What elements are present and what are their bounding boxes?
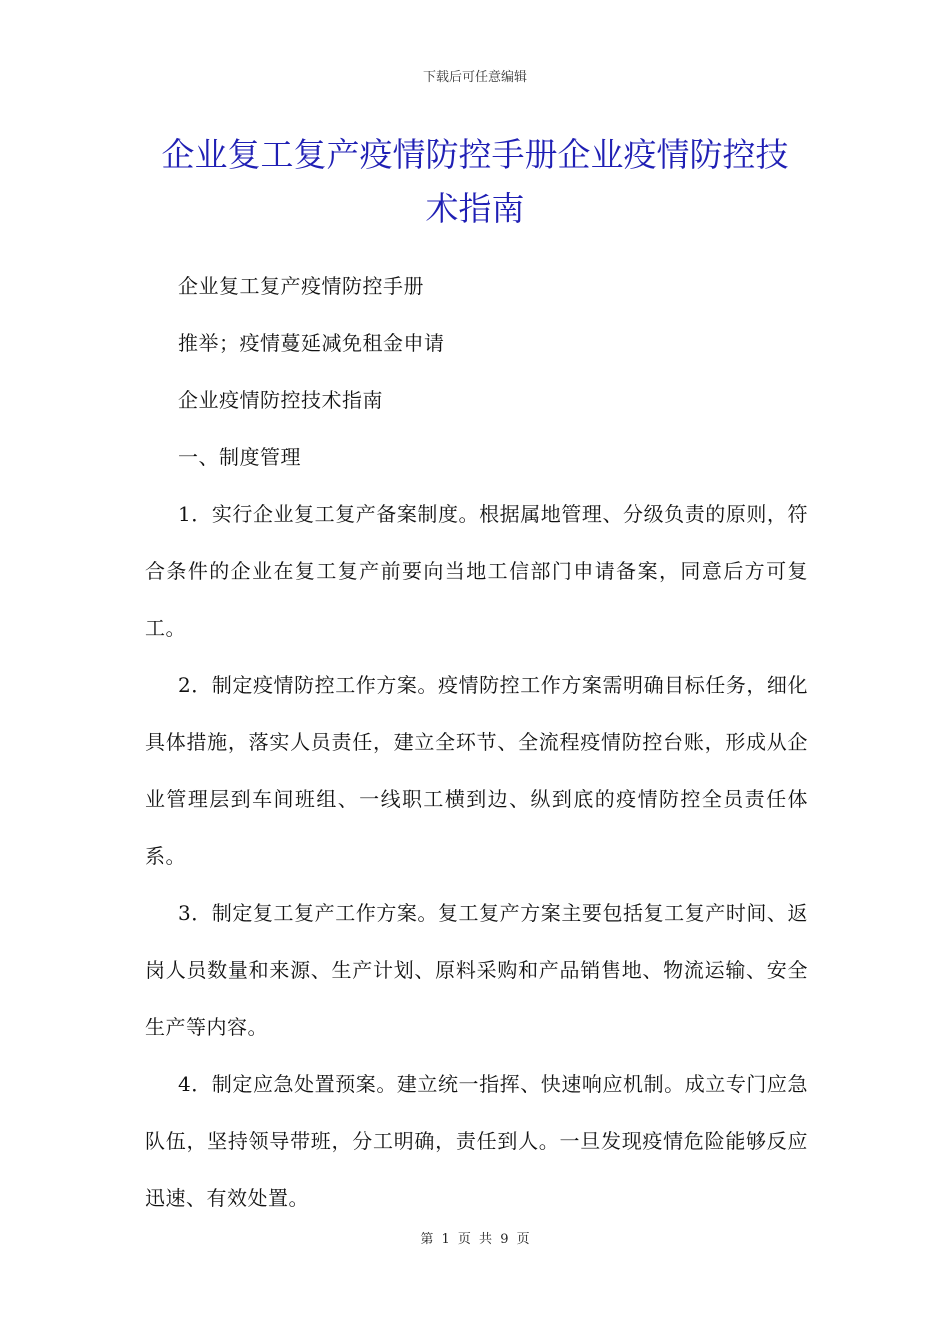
paragraph: 1．实行企业复工复产备案制度。根据属地管理、分级负责的原则，符合条件的企业在复工复产前要向当地工信部门申请备案，同意后方可复工。 bbox=[145, 502, 808, 640]
page-number: 第 1 页 共 9 页 bbox=[420, 1232, 530, 1247]
header-note: 下载后可任意编辑 bbox=[422, 70, 527, 85]
paragraph: 3．制定复工复产工作方案。复工复产方案主要包括复工复产时间、返岗人员数量和来源、生产计划、原料采购和产品销售地、物流运输、安全生产等内容。 bbox=[145, 901, 808, 1039]
paragraph: 企业复工复产疫情防控手册 bbox=[178, 274, 424, 298]
paragraph: 4．制定应急处置预案。建立统一指挥、快速响应机制。成立专门应急队伍，坚持领导带班，分工明确，责任到人。一旦发现疫情危险能够反应迅速、有效处置。 bbox=[145, 1072, 808, 1210]
paragraph: 推举；疫情蔓延减免租金申请 bbox=[178, 331, 445, 355]
document-body bbox=[145, 258, 808, 1227]
section-heading: 一、制度管理 bbox=[178, 445, 301, 469]
paragraph: 2．制定疫情防控工作方案。疫情防控工作方案需明确目标任务，细化具体措施，落实人员责任，建立全环节、全流程疫情防控台账，形成从企业管理层到车间班组、一线职工横到边、纵到底的疫情防控全员责任体系。 bbox=[145, 673, 808, 868]
paragraph: 企业疫情防控技术指南 bbox=[178, 388, 383, 412]
document-title: 企业复工复产疫情防控手册企业疫情防控技术指南 bbox=[161, 135, 789, 228]
